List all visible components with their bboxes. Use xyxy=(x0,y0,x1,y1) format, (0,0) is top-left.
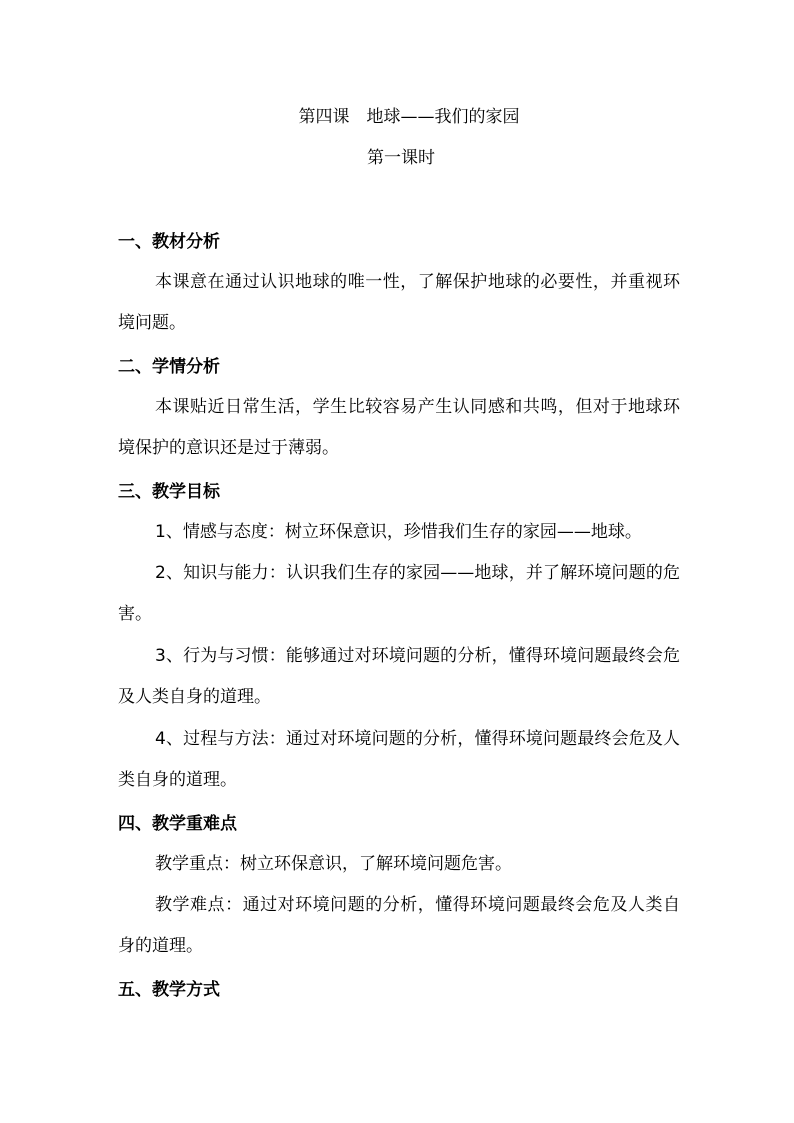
section-heading-teaching-methods: 五、教学方式 xyxy=(118,980,220,1000)
paragraph-difficult-point: 教学难点：通过对环境问题的分析，懂得环境问题最终会危及人类自身的道理。 xyxy=(118,895,680,956)
objective-item-1: 1、情感与态度：树立环保意识，珍惜我们生存的家园——地球。 xyxy=(155,522,642,542)
paragraph-key-point: 教学重点：树立环保意识，了解环境问题危害。 xyxy=(155,854,512,874)
section-heading-student-analysis: 二、学情分析 xyxy=(118,357,220,377)
objective-item-4: 4、过程与方法：通过对环境问题的分析，懂得环境问题最终会危及人类自身的道理。 xyxy=(118,729,680,790)
section-heading-key-points: 四、教学重难点 xyxy=(118,814,237,834)
objective-item-3: 3、行为与习惯：能够通过对环境问题的分析，懂得环境问题最终会危及人类自身的道理。 xyxy=(118,646,680,707)
lesson-title: 第四课 地球——我们的家园 xyxy=(298,107,520,127)
section-heading-textbook-analysis: 一、教材分析 xyxy=(118,232,220,252)
lesson-subtitle: 第一课时 xyxy=(367,148,435,168)
objective-item-2: 2、知识与能力：认识我们生存的家园——地球，并了解环境问题的危害。 xyxy=(118,563,680,624)
paragraph-textbook-analysis: 本课意在通过认识地球的唯一性，了解保护地球的必要性，并重视环境问题。 xyxy=(118,272,680,333)
paragraph-student-analysis: 本课贴近日常生活，学生比较容易产生认同感和共鸣，但对于地球环境保护的意识还是过于薄弱。 xyxy=(118,397,680,458)
section-heading-teaching-objectives: 三、教学目标 xyxy=(118,482,220,502)
